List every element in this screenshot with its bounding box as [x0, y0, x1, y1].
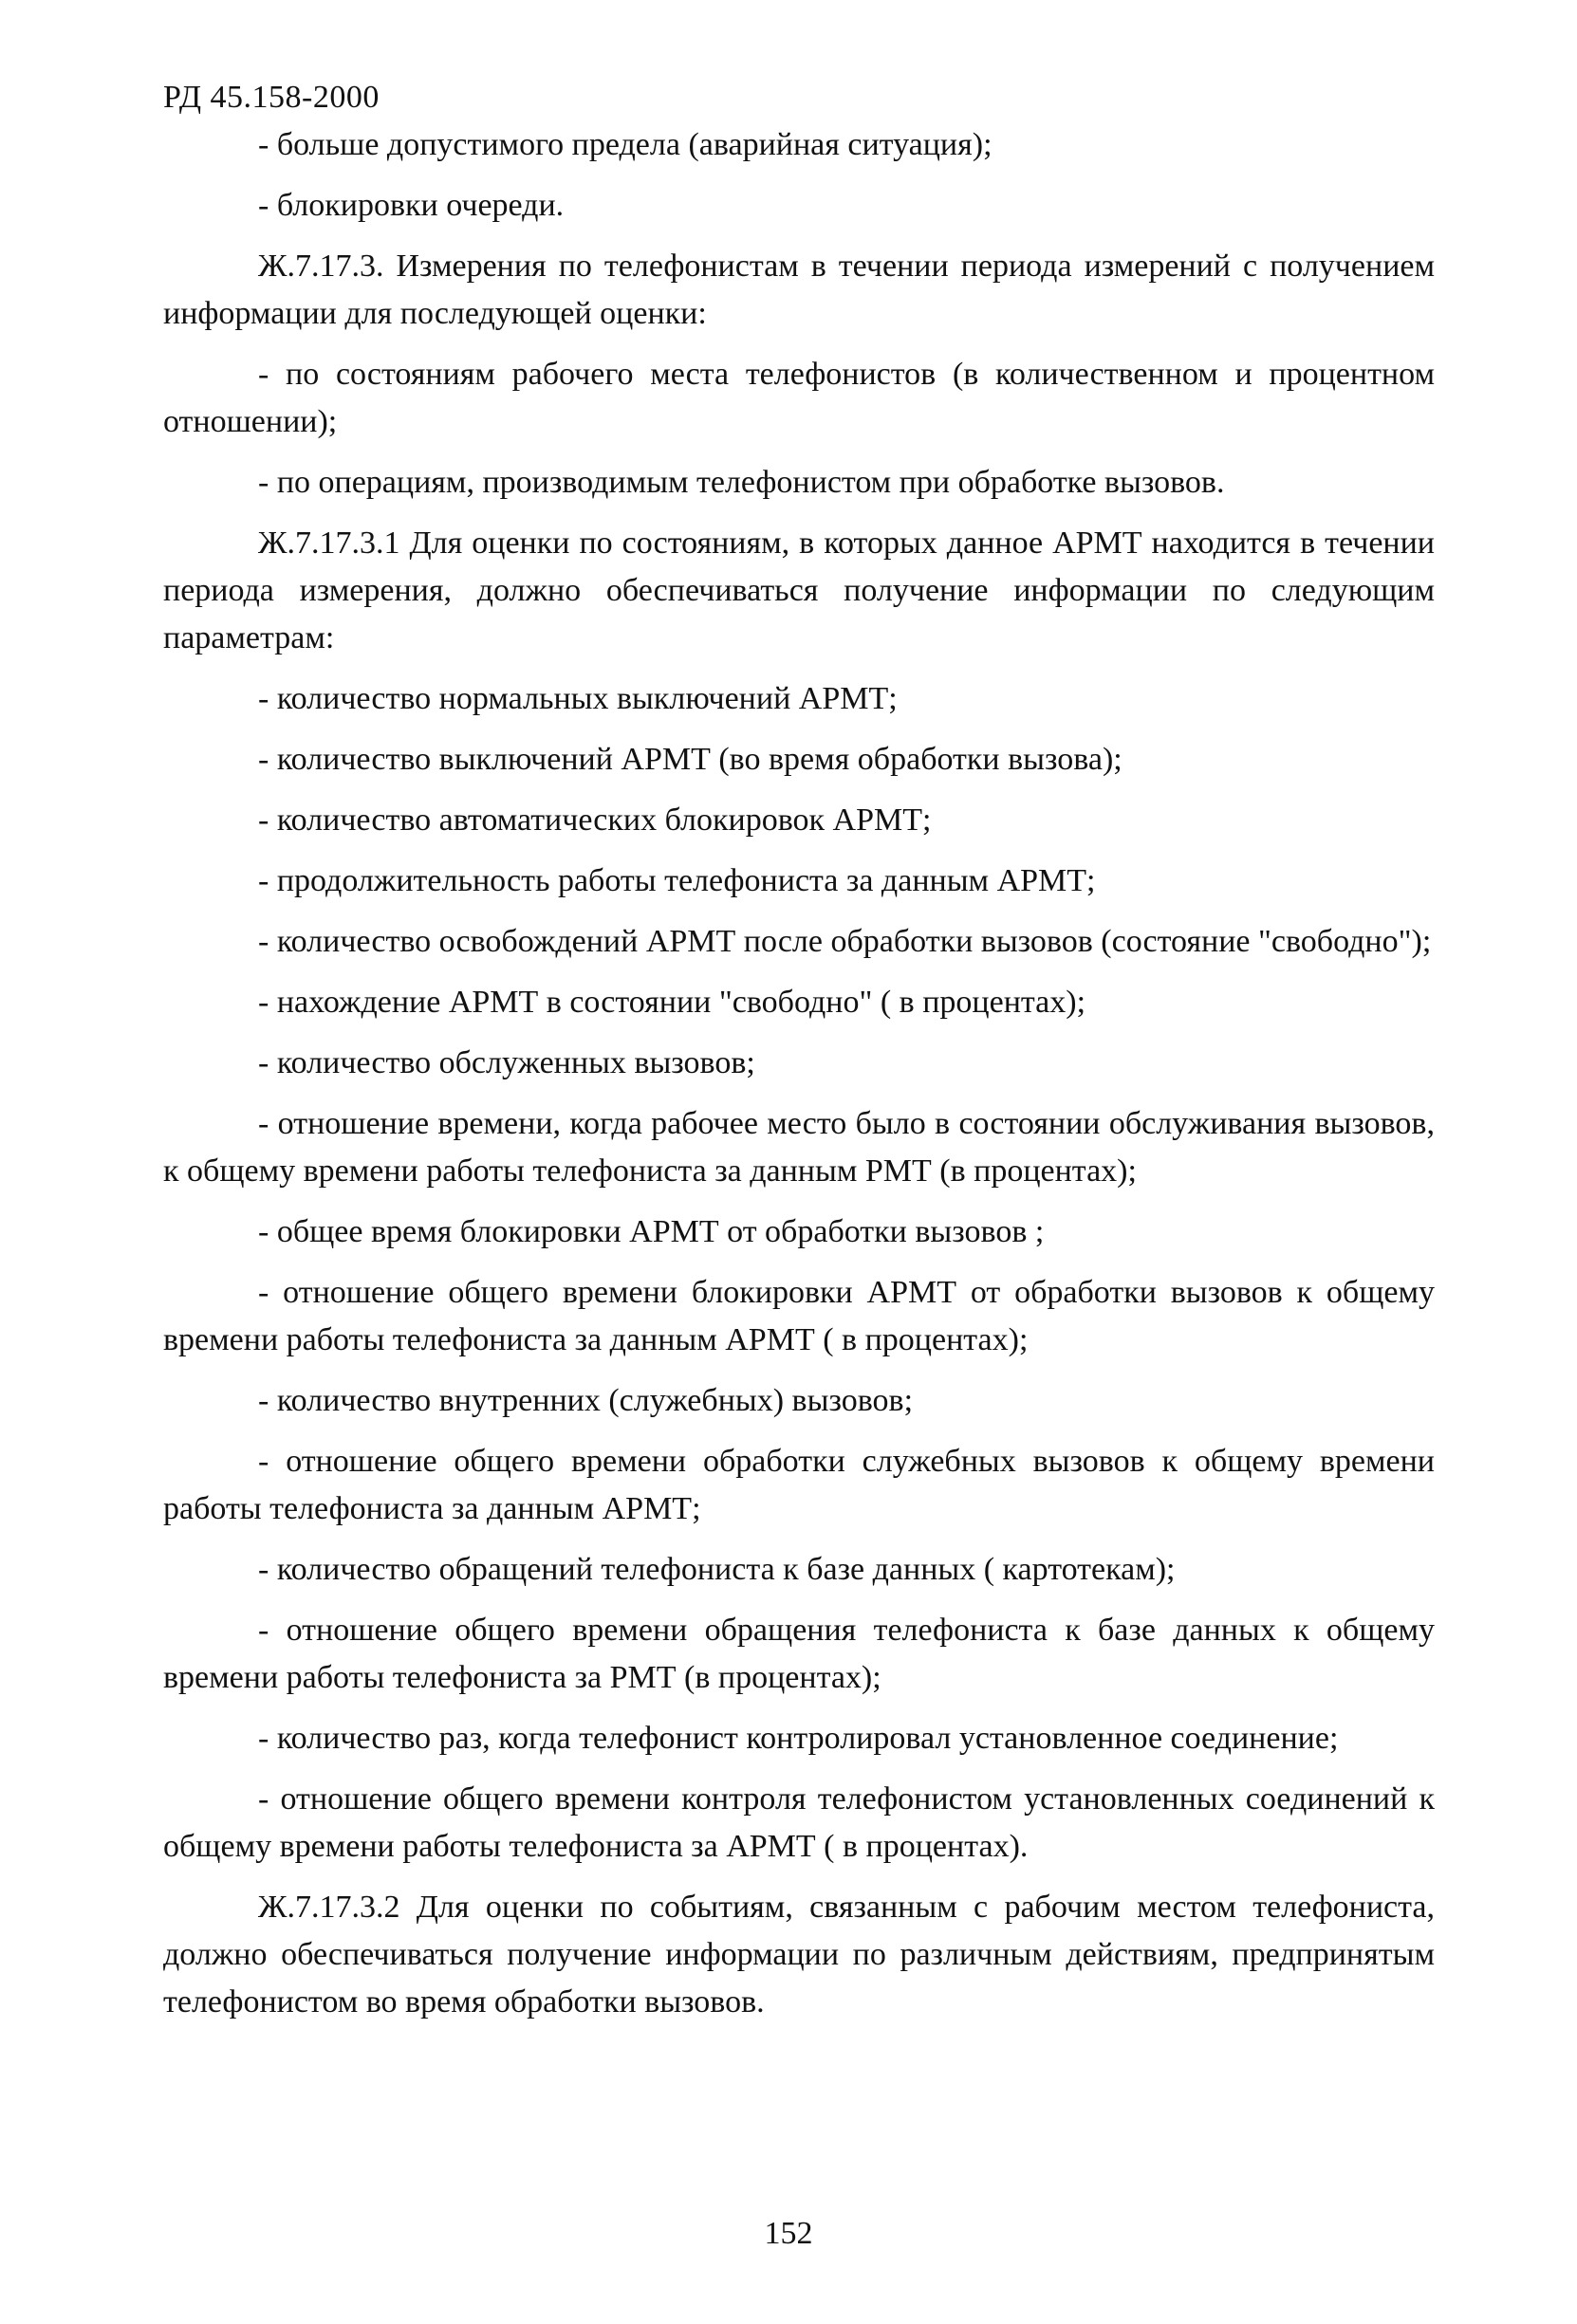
paragraph: Ж.7.17.3.2 Для оценки по событиям, связанным с рабочим местом телефониста, должно обеспечиваться получение информации по различным действиям, предпринятым телефонистом во время обработки вызовов. — [163, 1890, 1435, 2020]
paragraph: - продолжительность работы телефониста за данным АРМТ; — [258, 863, 1096, 898]
paragraph: - отношение общего времени контроля телефонистом установленных соединений к общему времени работы телефониста за АРМТ ( в процентах). — [163, 1781, 1435, 1864]
document-code: РД 45.158-2000 — [163, 80, 380, 115]
paragraph: - больше допустимого предела (аварийная ситуация); — [258, 127, 993, 162]
paragraph: Ж.7.17.3.1 Для оценки по состояниям, в которых данное АРМТ находится в течении периода измерения, должно обеспечиваться получение информации по следующим параметрам: — [163, 526, 1435, 655]
document-body — [163, 121, 1435, 2039]
paragraph: - отношение времени, когда рабочее место было в состоянии обслуживания вызовов, к общему времени работы телефониста за данным РМТ (в процентах); — [163, 1106, 1435, 1189]
paragraph: - отношение общего времени обращения телефониста к базе данных к общему времени работы телефониста за РМТ (в процентах); — [163, 1613, 1435, 1695]
paragraph: - количество обращений телефониста к базе данных ( картотекам); — [258, 1552, 1176, 1587]
paragraph: - количество нормальных выключений АРМТ; — [258, 681, 898, 716]
paragraph: - количество раз, когда телефонист контролировал установленное соединение; — [258, 1721, 1339, 1756]
paragraph: - количество освобождений АРМТ после обработки вызовов (состояние "свободно"); — [258, 924, 1432, 959]
paragraph: - отношение общего времени блокировки АРМТ от обработки вызовов к общему времени работы телефониста за данным АРМТ ( в процентах); — [163, 1275, 1435, 1357]
paragraph: - по состояниям рабочего места телефонистов (в количественном и процентном отношении); — [163, 357, 1435, 439]
paragraph: - количество выключений АРМТ (во время обработки вызова); — [258, 742, 1122, 777]
paragraph: - по операциям, производимым телефонистом при обработке вызовов. — [258, 465, 1225, 500]
paragraph: - количество обслуженных вызовов; — [258, 1045, 755, 1080]
paragraph: Ж.7.17.3. Измерения по телефонистам в течении периода измерений с получением информации для последующей оценки: — [163, 249, 1435, 331]
paragraph: - количество внутренних (служебных) вызовов; — [258, 1383, 914, 1418]
page-number: 152 — [764, 2216, 813, 2251]
paragraph: - нахождение АРМТ в состоянии "свободно" ( в процентах); — [258, 985, 1086, 1020]
paragraph: - отношение общего времени обработки служебных вызовов к общему времени работы телефониста за данным АРМТ; — [163, 1444, 1435, 1526]
paragraph: - блокировки очереди. — [258, 188, 565, 223]
paragraph: - количество автоматических блокировок АРМТ; — [258, 802, 932, 838]
paragraph: - общее время блокировки АРМТ от обработки вызовов ; — [258, 1214, 1045, 1249]
